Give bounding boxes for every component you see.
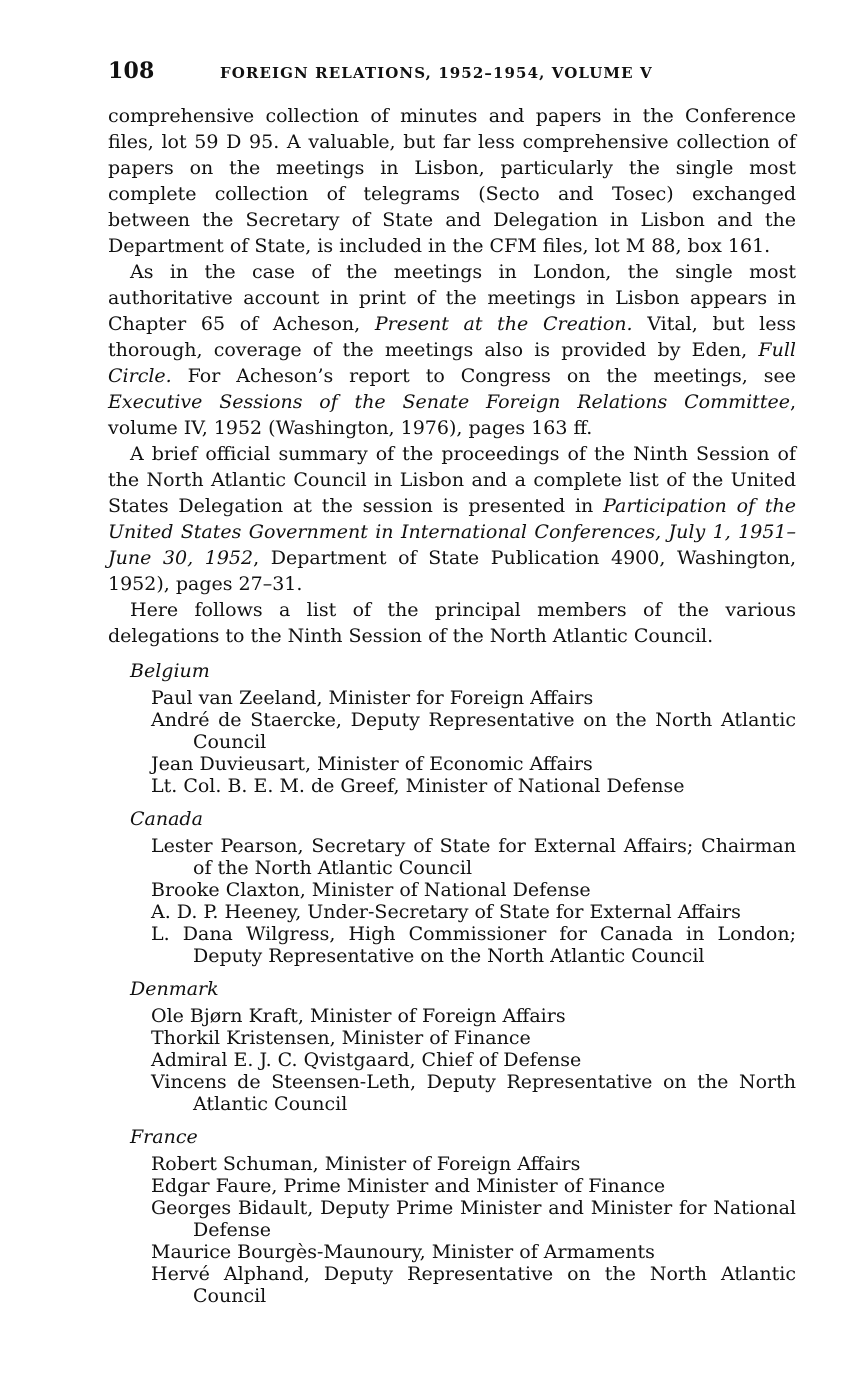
delegation-member: Brooke Claxton, Minister of National Defense	[151, 879, 591, 901]
delegation-belgium	[108, 659, 796, 797]
delegation-member: Jean Duvieusart, Minister of Economic Affairs	[151, 753, 593, 775]
delegation-canada	[108, 807, 796, 967]
delegation-member: L. Dana Wilgress, High Commissioner for Canada in London; Deputy Representative on the North Atlantic Council	[151, 923, 796, 967]
running-head: FOREIGN RELATIONS, 1952–1954, VOLUME V	[220, 64, 653, 82]
country-heading: Canada	[130, 808, 203, 830]
delegation-member: Hervé Alphand, Deputy Representative on the North Atlantic Council	[151, 1263, 796, 1307]
delegation-member: A. D. P. Heeney, Under-Secretary of State for External Affairs	[151, 901, 741, 923]
page-header	[108, 58, 796, 92]
delegation-member: Maurice Bourgès-Maunoury, Minister of Armaments	[151, 1241, 655, 1263]
page-number: 108	[108, 58, 155, 84]
italic-book-title: Present at the Creation.	[374, 313, 633, 335]
delegation-member: Lester Pearson, Secretary of State for External Affairs; Chairman of the North Atlantic Council	[151, 835, 796, 879]
document-page	[108, 58, 796, 1307]
delegation-member: Thorkil Kristensen, Minister of Finance	[151, 1027, 531, 1049]
delegation-member: Edgar Faure, Prime Minister and Minister of Finance	[151, 1175, 666, 1197]
country-heading: Belgium	[130, 660, 210, 682]
italic-book-title: Participation of the United States Government in International Conferences, July 1, 1951–June 30, 1952	[108, 495, 796, 569]
delegation-member: Lt. Col. B. E. M. de Greef, Minister of National Defense	[151, 775, 685, 797]
delegation-member: Vincens de Steensen-Leth, Deputy Representative on the North Atlantic Council	[151, 1071, 796, 1115]
paragraph-official-summary: A brief official summary of the proceedings of the Ninth Session of the North Atlantic Council in Lisbon and a complete list of the United States Delegation at the session is presented in Participation of the United States Government in International Conferences, July 1, 1951–June 30, 1952, Department of State Publication 4900, Washington, 1952), pages 27–31.	[108, 443, 797, 595]
paragraph-acheson-account: As in the case of the meetings in London, the single most authoritative account in print of the meetings in Lisbon appears in Chapter 65 of Acheson, Present at the Creation. Vital, but less thorough, coverage of the meetings also is provided by Eden, Full Circle. For Acheson’s report to Congress on the meetings, see Executive Sessions of the Senate Foreign Relations Committee, volume IV, 1952 (Washington, 1976), pages 163 ff.	[108, 261, 796, 439]
country-heading: Denmark	[130, 978, 219, 1000]
paragraph-list-intro: Here follows a list of the principal members of the various delegations to the Ninth Session of the North Atlantic Council.	[108, 599, 796, 647]
delegation-member: André de Staercke, Deputy Representative on the North Atlantic Council	[151, 709, 796, 753]
italic-book-title: Full Circle.	[108, 339, 796, 387]
delegation-member: Admiral E. J. C. Qvistgaard, Chief of Defense	[151, 1049, 582, 1071]
italic-book-title: Executive Sessions of the Senate Foreign Relations Committee	[108, 391, 790, 413]
delegation-member: Paul van Zeeland, Minister for Foreign Affairs	[151, 687, 594, 709]
country-heading: France	[130, 1126, 198, 1148]
delegation-member: Ole Bjørn Kraft, Minister of Foreign Affairs	[151, 1005, 566, 1027]
delegation-denmark	[108, 977, 796, 1115]
delegation-member: Robert Schuman, Minister of Foreign Affairs	[151, 1153, 581, 1175]
delegation-member: Georges Bidault, Deputy Prime Minister and Minister for National Defense	[151, 1197, 796, 1241]
paragraph-continuation: comprehensive collection of minutes and papers in the Conference files, lot 59 D 95. A valuable, but far less comprehensive collection of papers on the meetings in Lisbon, particularly the single most complete collection of telegrams (Secto and Tosec) exchanged between the Secretary of State and Delegation in Lisbon and the Department of State, is included in the CFM files, lot M 88, box 161.	[108, 105, 796, 257]
delegation-france	[108, 1125, 796, 1307]
